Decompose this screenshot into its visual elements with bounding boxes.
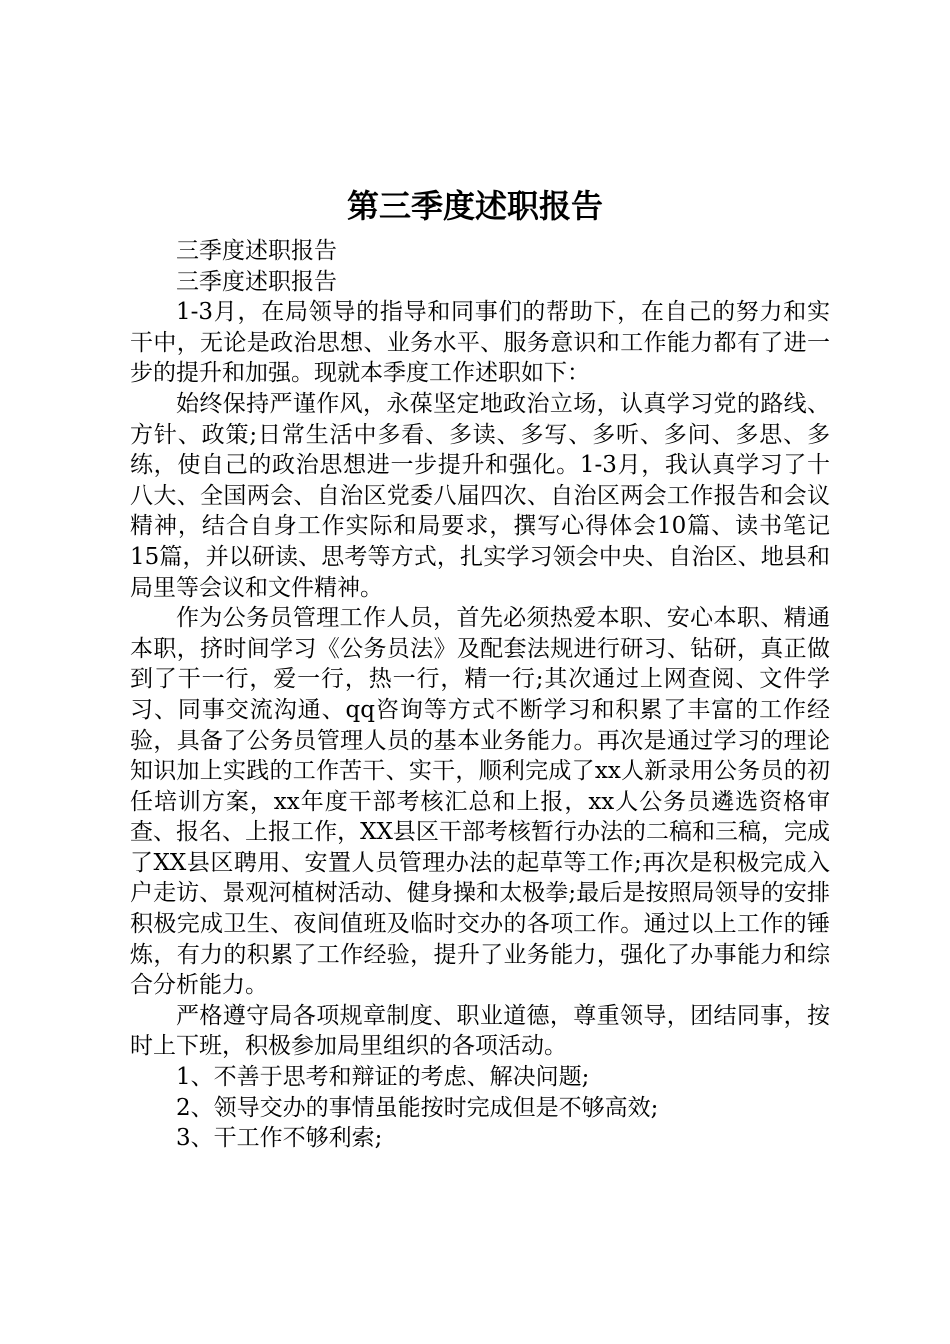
paragraph-discipline: 严格遵守局各项规章制度、职业道德，尊重领导，团结同事，按时上下班，积极参加局里组织的各项活动。 [130, 1002, 830, 1060]
paragraph-intro: 1-3月，在局领导的指导和同事们的帮助下，在自己的努力和实干中，无论是政治思想、业务水平、服务意识和工作能力都有了进一步的提升和加强。现就本季度工作述职如下： [130, 299, 830, 387]
paragraph-subtitle-2: 三季度述职报告 [176, 268, 337, 295]
list-item-shortcoming-2: 2、领导交办的事情虽能按时完成但是不够高效; [176, 1094, 659, 1121]
document-title: 第三季度述职报告 [346, 187, 603, 225]
list-item-shortcoming-1: 1、不善于思考和辩证的考虑、解决问题; [176, 1064, 590, 1091]
paragraph-work-duties: 作为公务员管理工作人员，首先必须热爱本职、安心本职、精通本职，挤时间学习《公务员法》及配套法规进行研习、钻研，真正做到了干一行，爱一行，热一行，精一行;其次通过上网查阅、文件学习、同事交流沟通、qq咨询等方式不断学习和积累了丰富的工作经验，具备了公务员管理人员的基本业务能力。再次是通过学习的理论知识加上实践的工作苦干、实干，顺利完成了xx人新录用公务员的初任培训方案，xx年度干部考核汇总和上报，xx人公务员遴选资格审查、报名、上报工作，XX县区干部考核暂行办法的二稿和三稿，完成了XX县区聘用、安置人员管理办法的起草等工作;再次是积极完成入户走访、景观河植树活动、健身操和太极拳;最后是按照局领导的安排积极完成卫生、夜间值班及临时交办的各项工作。通过以上工作的锤炼，有力的积累了工作经验，提升了业务能力，强化了办事能力和综合分析能力。 [130, 605, 830, 999]
paragraph-subtitle-1: 三季度述职报告 [176, 238, 337, 264]
paragraph-political-study: 始终保持严谨作风，永葆坚定地政治立场，认真学习党的路线、方针、政策;日常生活中多看、多读、多写、多听、多问、多思、多练，使自己的政治思想进一步提升和强化。1-3月，我认真学习了十八大、全国两会、自治区党委八届四次、自治区两会工作报告和会议精神，结合自身工作实际和局要求，撰写心得体会10篇、读书笔记15篇，并以研读、思考等方式，扎实学习领会中央、自治区、地县和局里等会议和文件精神。 [130, 390, 830, 601]
document-body [130, 236, 830, 1154]
list-item-shortcoming-3: 3、干工作不够利索; [176, 1125, 383, 1152]
